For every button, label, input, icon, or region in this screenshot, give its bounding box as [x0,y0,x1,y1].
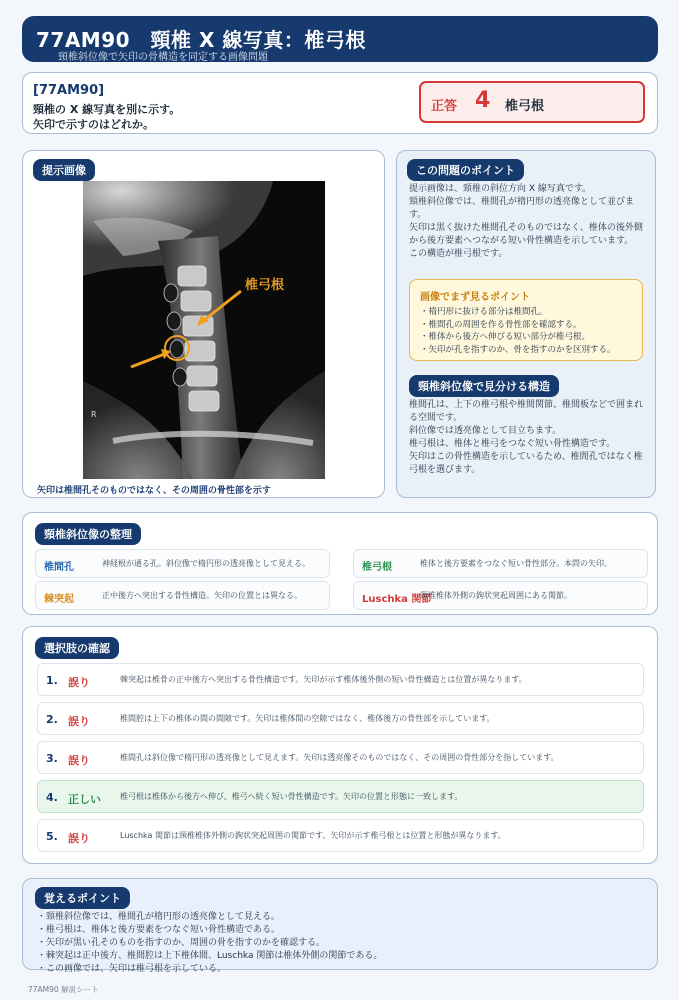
remember-item: ・棘突起は正中後方、椎間腔は上下椎体間、Luschka 関節は椎体外側の関節である。 [37,951,383,961]
remember-item: ・この画像では、矢印は椎弓根を示している。 [37,964,227,974]
point-card [396,150,656,498]
choice-text: 棘突起は椎骨の正中後方へ突出する骨性構造です。矢印が示す椎体後外側の短い骨性構造とは位置が異なります。 [120,675,527,684]
organize-item [35,549,330,578]
xray-annotation-label: 椎弓根 [245,278,285,293]
check-item: ・椎間孔の周囲を作る骨性部を確認する。 [420,319,582,330]
organize-desc: 正中後方へ突出する骨性構造。矢印の位置とは異なる。 [102,591,302,600]
page-footer: 77AM90 解説シート [28,985,99,994]
organize-item [353,549,648,578]
question-text: 頸椎の X 線写真を別に示す。 矢印で示すのはどれか。 [33,103,181,131]
remember-item: ・頸椎斜位像では、椎間孔が楕円形の透亮像として見える。 [37,912,281,922]
organize-term: 棘突起 [44,594,74,605]
choice-number: 2. [46,713,58,726]
choice-text: 椎間孔は斜位像で楕円形の透亮像として見えます。矢印は透亮像そのものではなく、その周囲の骨性部分を指しています。 [120,753,559,762]
choices-card [22,626,658,864]
check-item: ・矢印が孔を指すのか、骨を指すのかを区別する。 [420,344,616,355]
choice-number: 4. [46,791,58,804]
choice-verdict: 誤り [68,754,90,767]
check-box [409,279,643,361]
choice-row [37,741,644,774]
answer-number: 4 [475,88,491,113]
point-tag: この問題のポイント [407,159,524,181]
xray-image [83,181,325,479]
organize-tag: 頸椎斜位像の整理 [35,523,141,545]
page-title: 77AM90 頸椎 X 線写真：椎弓根 [36,28,366,52]
choice-number: 1. [46,674,58,687]
choice-verdict: 正しい [68,793,101,806]
xray-svg [83,181,325,479]
check-title: 画像でまず見るポイント [420,292,530,303]
image-caption: 矢印は椎間孔そのものではなく、その周囲の骨性部を示す [37,486,271,496]
organize-card [22,512,658,615]
image-tag: 提示画像 [33,159,95,181]
question-id: [77AM90] [33,83,105,98]
choice-verdict: 誤り [68,715,90,728]
remember-list [37,911,382,976]
choice-text: 椎間腔は上下の椎体の間の間隙です。矢印は椎体間の空隙ではなく、椎体後方の骨性部を示しています。 [120,714,495,723]
choice-number: 3. [46,752,58,765]
check-item: ・椎体から後方へ伸びる短い部分が椎弓根。 [420,332,591,342]
question-card [22,72,658,134]
side-marker: R [91,410,97,419]
remember-tag: 覚えるポイント [35,887,130,909]
organize-desc: 椎体と後方要素をつなぐ短い骨性部分。本問の矢印。 [420,559,612,568]
page-subtitle: 頸椎斜位像で矢印の骨構造を同定する画像問題 [58,52,268,63]
page-header [22,16,658,62]
choice-verdict: 誤り [68,832,90,845]
choice-row [37,702,644,735]
organize-item [353,581,648,610]
check-item: ・楕円形に抜ける部分は椎間孔。 [420,307,548,317]
section2-tag: 頸椎斜位像で見分ける構造 [409,375,559,397]
choice-row [37,780,644,813]
choice-text: Luschka 関節は頸椎椎体外側の鉤状突起周囲の関節です。矢印が示す椎弓根とは位置と形態が異なります。 [120,831,506,840]
image-card [22,150,385,498]
check-list [420,306,616,356]
answer-text: 椎弓根 [505,99,545,114]
choice-row [37,663,644,696]
point-intro: 提示画像は、頸椎の斜位方向 X 線写真です。 頸椎斜位像では、椎間孔が楕円形の透亮像として並びます。 矢印は黒く抜けた椎間孔そのものではなく、椎体の後外側から後方要素へつながる短い骨性構造を示しています。 この構造が椎弓根です。 [409,184,643,259]
choice-number: 5. [46,830,58,843]
remember-item: ・椎弓根は、椎体と後方要素をつなぐ短い骨性構造である。 [37,925,281,935]
answer-label: 正答 [431,99,458,114]
choice-verdict: 誤り [68,676,90,689]
organize-term: Luschka 関節 [362,594,432,605]
choice-row [37,819,644,852]
answer-box [419,81,645,123]
remember-item: ・矢印が黒い孔そのものを指すのか、周囲の骨を指すのかを確認する。 [37,938,326,948]
organize-desc: 神経根が通る孔。斜位像で楕円形の透亮像として見える。 [102,559,310,568]
choices-tag: 選択肢の確認 [35,637,119,659]
organize-term: 椎弓根 [362,562,392,573]
choice-text: 椎弓根は椎体から後方へ伸び、椎弓へ続く短い骨性構造です。矢印の位置と形態に一致します。 [120,792,463,801]
section2-text: 椎間孔は、上下の椎弓根や椎間関節、椎間板などで囲まれる空間です。 斜位像では透亮像として目立ちます。 椎弓根は、椎体と椎弓をつなぐ短い骨性構造です。 矢印はこの骨性構造を示しているため、椎間孔ではなく椎弓根を選びます。 [409,400,644,475]
remember-card [22,878,658,974]
organize-desc: 頸椎椎体外側の鉤状突起周囲にある関節。 [420,591,572,600]
organize-item [35,581,330,610]
organize-term: 椎間孔 [44,562,74,573]
